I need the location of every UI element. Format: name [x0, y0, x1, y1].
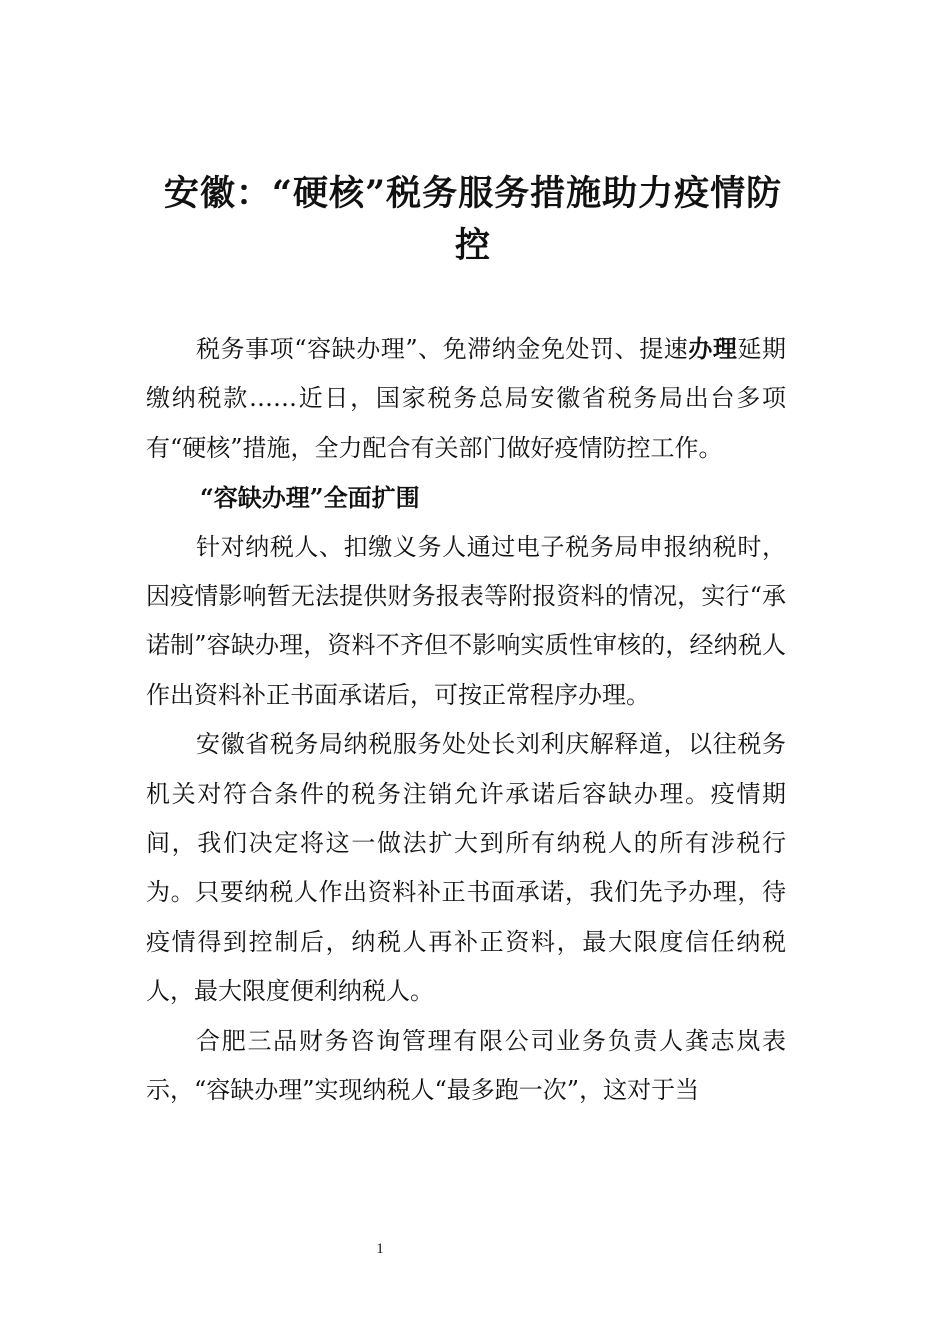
intro-text-part-2: 延期缴纳税款……近日，国家税务总局安徽省税务局出台多项有“硬核”措施，全力配合有关部门做好疫情防控工作。 [146, 335, 786, 462]
document-body [146, 324, 786, 1116]
intro-text-part-1: 税务事项“容缺办理”、免滞纳金免处罚、提速 [196, 335, 689, 363]
intro-paragraph [146, 324, 786, 473]
official-quote-paragraph: 安徽省税务局纳税服务处处长刘利庆解释道，以往税务机关对符合条件的税务注销允许承诺后容缺办理。疫情期间，我们决定将这一做法扩大到所有纳税人的所有涉税行为。只要纳税人作出资料补正书面承诺，我们先予办理，待疫情得到控制后，纳税人再补正资料，最大限度信任纳税人，最大限度便利纳税人。 [146, 730, 786, 1006]
intro-bold-text: 办理 [688, 334, 738, 363]
document-title: 安徽：“硬核”税务服务措施助力疫情防控 [163, 173, 783, 266]
section-heading: “容缺办理”全面扩围 [200, 483, 420, 513]
policy-paragraph: 针对纳税人、扣缴义务人通过电子税务局申报纳税时，因疫情影响暂无法提供财务报表等附报资料的情况，实行“承诺制”容缺办理，资料不齐但不影响实质性审核的，经纳税人作出资料补正书面承诺后，可按正常程序办理。 [146, 532, 786, 709]
company-comment-paragraph: 合肥三品财务咨询管理有限公司业务负责人龚志岚表示，“容缺办理”实现纳税人“最多跑一次”，这对于当 [146, 1026, 786, 1105]
page-number: 1 [376, 1241, 384, 1257]
